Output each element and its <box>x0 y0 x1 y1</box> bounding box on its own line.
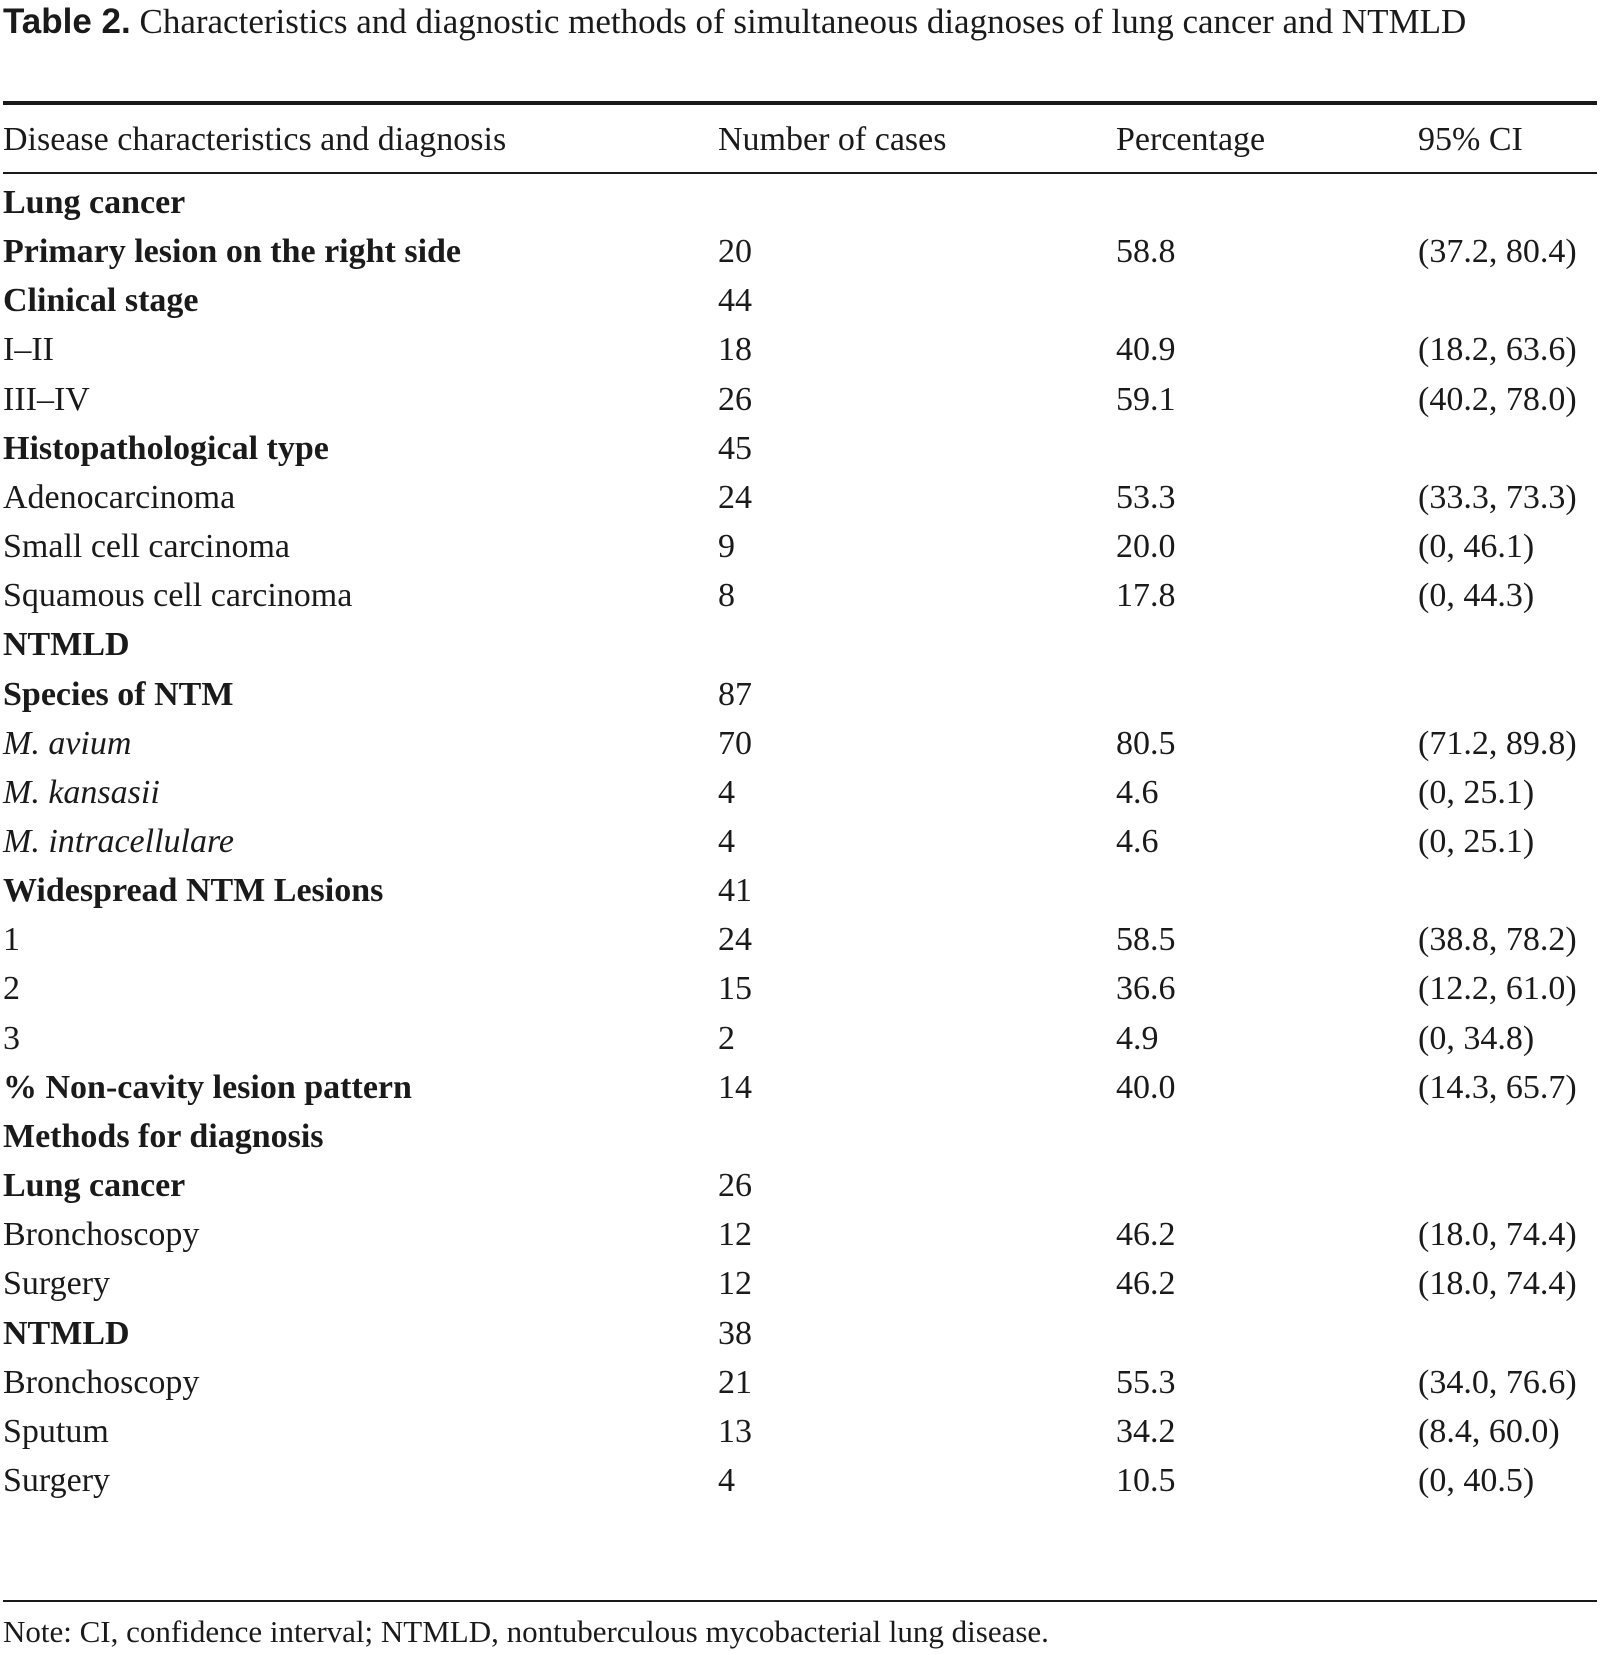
table-header-rule <box>3 172 1597 174</box>
table-row <box>0 914 1600 966</box>
row-label: Histopathological type <box>3 429 329 467</box>
row-ci: (0, 34.8) <box>1418 1019 1535 1057</box>
row-ci: (0, 40.5) <box>1418 1461 1535 1499</box>
row-percentage: 46.2 <box>1116 1265 1176 1303</box>
row-ci: (71.2, 89.8) <box>1418 724 1577 762</box>
row-ci: (37.2, 80.4) <box>1418 233 1577 271</box>
row-cases: 38 <box>718 1314 752 1352</box>
table-row <box>0 324 1600 376</box>
row-ci: (33.3, 73.3) <box>1418 478 1577 516</box>
row-percentage: 58.8 <box>1116 233 1176 271</box>
table-row <box>0 374 1600 426</box>
table-footnote: Note: CI, confidence interval; NTMLD, nontuberculous mycobacterial lung disease. <box>3 1614 1049 1649</box>
row-cases: 45 <box>718 429 752 467</box>
table-row <box>0 669 1600 721</box>
row-label: % Non-cavity lesion pattern <box>3 1068 412 1106</box>
row-ci: (8.4, 60.0) <box>1418 1412 1560 1450</box>
row-percentage: 34.2 <box>1116 1412 1176 1450</box>
column-header-ci: 95% CI <box>1418 121 1523 158</box>
row-label: 1 <box>3 921 20 959</box>
row-label: Clinical stage <box>3 282 199 320</box>
row-label: 2 <box>3 970 20 1008</box>
table-row <box>0 226 1600 278</box>
row-cases: 20 <box>718 233 752 271</box>
table-row <box>0 1406 1600 1458</box>
row-cases: 8 <box>718 577 735 615</box>
row-label: NTMLD <box>3 1314 130 1352</box>
row-cases: 18 <box>718 331 752 369</box>
row-cases: 13 <box>718 1412 752 1450</box>
table-row <box>0 963 1600 1015</box>
table-caption-label: Table 2. <box>3 2 131 41</box>
row-percentage: 55.3 <box>1116 1363 1176 1401</box>
row-cases: 41 <box>718 872 752 910</box>
table-row <box>0 1160 1600 1212</box>
column-header-percentage: Percentage <box>1116 121 1266 158</box>
row-ci: (0, 46.1) <box>1418 528 1535 565</box>
table-row <box>0 570 1600 622</box>
row-percentage: 4.6 <box>1116 773 1159 811</box>
row-cases: 4 <box>718 1461 735 1499</box>
row-cases: 15 <box>718 970 752 1008</box>
table-row <box>0 718 1600 770</box>
row-cases: 26 <box>718 1167 752 1204</box>
row-cases: 44 <box>718 282 752 320</box>
table-top-rule <box>3 101 1597 105</box>
row-cases: 12 <box>718 1216 752 1254</box>
row-cases: 24 <box>718 478 752 516</box>
table-row <box>0 423 1600 475</box>
row-cases: 2 <box>718 1019 735 1057</box>
row-percentage: 10.5 <box>1116 1461 1176 1499</box>
table-row <box>0 619 1600 671</box>
row-ci: (0, 25.1) <box>1418 822 1535 860</box>
row-label: M. intracellulare <box>3 822 235 860</box>
table-row <box>0 275 1600 327</box>
row-cases: 24 <box>718 921 752 959</box>
row-ci: (18.0, 74.4) <box>1418 1216 1577 1254</box>
table-row <box>0 1455 1600 1507</box>
row-label: Squamous cell carcinoma <box>3 577 353 615</box>
row-ci: (38.8, 78.2) <box>1418 921 1577 959</box>
row-label: Primary lesion on the right side <box>3 233 462 271</box>
column-header-cases: Number of cases <box>718 121 947 158</box>
row-ci: (40.2, 78.0) <box>1418 380 1577 418</box>
row-label: Bronchoscopy <box>3 1216 200 1254</box>
table-bottom-rule <box>3 1600 1597 1602</box>
row-percentage: 4.6 <box>1116 822 1159 860</box>
table-row <box>0 865 1600 917</box>
row-ci: (12.2, 61.0) <box>1418 970 1577 1008</box>
row-cases: 21 <box>718 1363 752 1401</box>
table-row <box>0 816 1600 868</box>
row-percentage: 17.8 <box>1116 577 1176 615</box>
table-header-row <box>0 114 1600 166</box>
row-ci: (18.2, 63.6) <box>1418 331 1577 369</box>
row-percentage: 80.5 <box>1116 724 1176 762</box>
row-ci: (0, 25.1) <box>1418 773 1535 811</box>
row-label: Bronchoscopy <box>3 1363 200 1401</box>
row-label: M. avium <box>3 724 132 762</box>
table-row <box>0 1308 1600 1360</box>
table-row <box>0 1209 1600 1261</box>
row-label: Sputum <box>3 1412 109 1450</box>
table-row <box>0 1062 1600 1114</box>
row-percentage: 59.1 <box>1116 380 1176 418</box>
row-cases: 4 <box>718 773 735 811</box>
row-label: NTMLD <box>3 626 130 664</box>
row-label: I–II <box>3 331 54 369</box>
row-percentage: 46.2 <box>1116 1216 1176 1254</box>
row-label: Lung cancer <box>3 184 186 221</box>
table-row <box>0 1357 1600 1409</box>
row-percentage: 40.9 <box>1116 331 1176 369</box>
row-label: Species of NTM <box>3 675 234 713</box>
row-ci: (14.3, 65.7) <box>1418 1068 1577 1106</box>
row-ci: (18.0, 74.4) <box>1418 1265 1577 1303</box>
row-percentage: 58.5 <box>1116 921 1176 959</box>
table-row <box>0 177 1600 229</box>
table-caption-text: Characteristics and diagnostic methods of simultaneous diagnoses of lung cancer and NTMLD <box>130 2 1467 41</box>
table-caption <box>3 0 1593 44</box>
table-row <box>0 767 1600 819</box>
row-label: Surgery <box>3 1461 111 1499</box>
row-percentage: 53.3 <box>1116 478 1176 516</box>
row-label: Lung cancer <box>3 1167 186 1204</box>
row-percentage: 40.0 <box>1116 1068 1176 1106</box>
row-label: Adenocarcinoma <box>3 478 236 516</box>
row-label: III–IV <box>3 380 90 418</box>
table-row <box>0 472 1600 524</box>
row-label: 3 <box>3 1019 20 1057</box>
row-label: Small cell carcinoma <box>3 528 290 565</box>
table-row <box>0 1013 1600 1065</box>
row-label: M. kansasii <box>3 773 160 811</box>
row-percentage: 36.6 <box>1116 970 1176 1008</box>
row-ci: (0, 44.3) <box>1418 577 1535 615</box>
row-label: Surgery <box>3 1265 111 1303</box>
row-cases: 12 <box>718 1265 752 1303</box>
row-cases: 9 <box>718 528 735 565</box>
table-row <box>0 1111 1600 1163</box>
table-row <box>0 521 1600 573</box>
row-label: Widespread NTM Lesions <box>3 872 384 910</box>
row-percentage: 20.0 <box>1116 528 1176 565</box>
row-label: Methods for diagnosis <box>3 1117 324 1155</box>
table-row <box>0 1258 1600 1310</box>
row-cases: 87 <box>718 675 752 713</box>
column-header-characteristics: Disease characteristics and diagnosis <box>3 121 507 158</box>
row-cases: 4 <box>718 822 735 860</box>
row-cases: 26 <box>718 380 752 418</box>
row-cases: 70 <box>718 724 752 762</box>
row-percentage: 4.9 <box>1116 1019 1159 1057</box>
row-ci: (34.0, 76.6) <box>1418 1363 1577 1401</box>
row-cases: 14 <box>718 1068 752 1106</box>
